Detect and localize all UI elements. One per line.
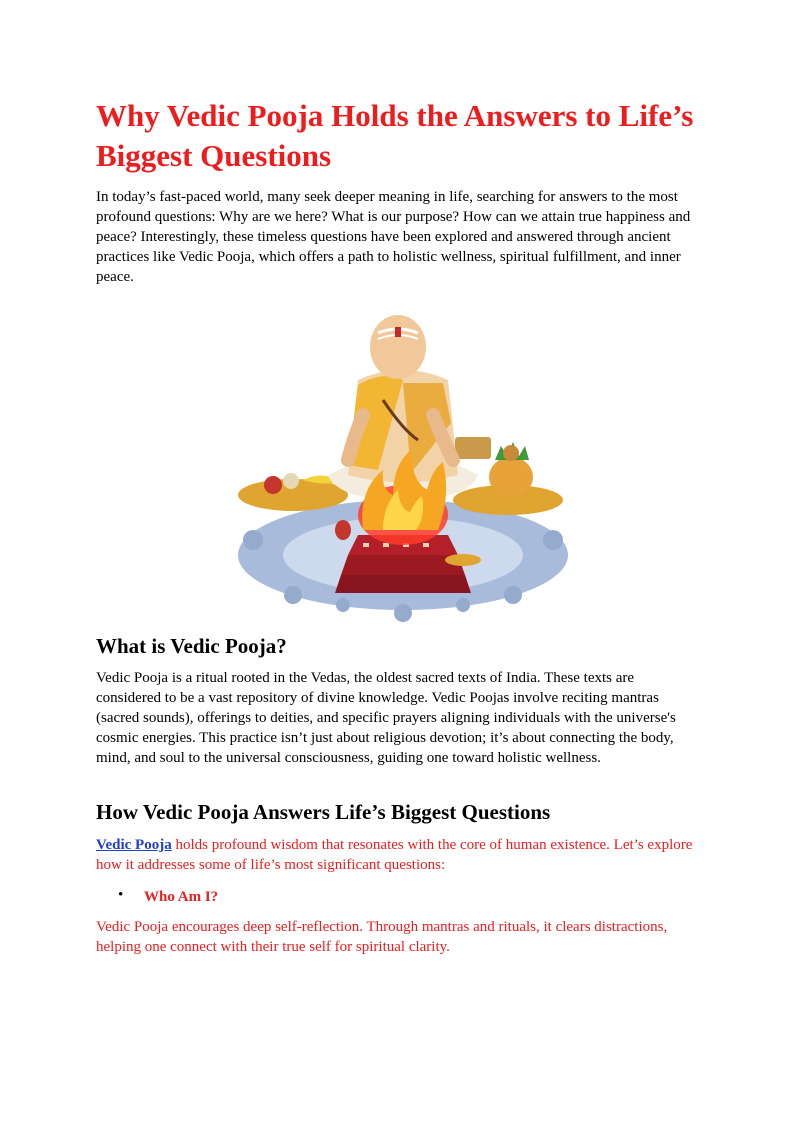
how-paragraph-text: holds profound wisdom that resonates with the core of human existence. Let’s explore how it addresses some of life’s most significant questions: [96, 837, 693, 873]
what-paragraph: Vedic Pooja is a ritual rooted in the Vedas, the oldest sacred texts of India. These texts are considered to be a vast repository of divine knowledge. Vedic Poojas involve reciting mantras (sacred sounds), offerings to deities, and specific prayers aligning individuals with the universe's cosmic energies. This practice isn’t just about religious devotion; it’s about connecting the body, mind, and soul to the universal consciousness, guiding one toward holistic wellness. [96, 670, 676, 766]
how-paragraph [96, 835, 696, 875]
vedic-pooja-link[interactable]: Vedic Pooja [96, 837, 172, 853]
page-title: Why Vedic Pooja Holds the Answers to Life’s Biggest Questions [96, 98, 694, 173]
section-heading-what: What is Vedic Pooja? [96, 634, 287, 658]
section-heading-how: How Vedic Pooja Answers Life’s Biggest Questions [96, 800, 551, 824]
bullet-marker: • [118, 887, 124, 903]
bullet-who-am-i: Who Am I? [144, 889, 219, 905]
who-am-i-paragraph: Vedic Pooja encourages deep self-reflection. Through mantras and rituals, it clears distractions, helping one connect with their true self for spiritual clarity. [96, 919, 668, 955]
intro-paragraph: In today’s fast-paced world, many seek deeper meaning in life, searching for answers to the most profound questions: Why are we here? What is our purpose? How can we attain true happiness and peace? Interestingly, these timeless questions have been explored and answered through ancient practices like Vedic Pooja, which offers a path to holistic wellness, spiritual fulfillment, and inner peace. [96, 189, 691, 285]
priest-performing-havan-illustration [233, 305, 573, 625]
